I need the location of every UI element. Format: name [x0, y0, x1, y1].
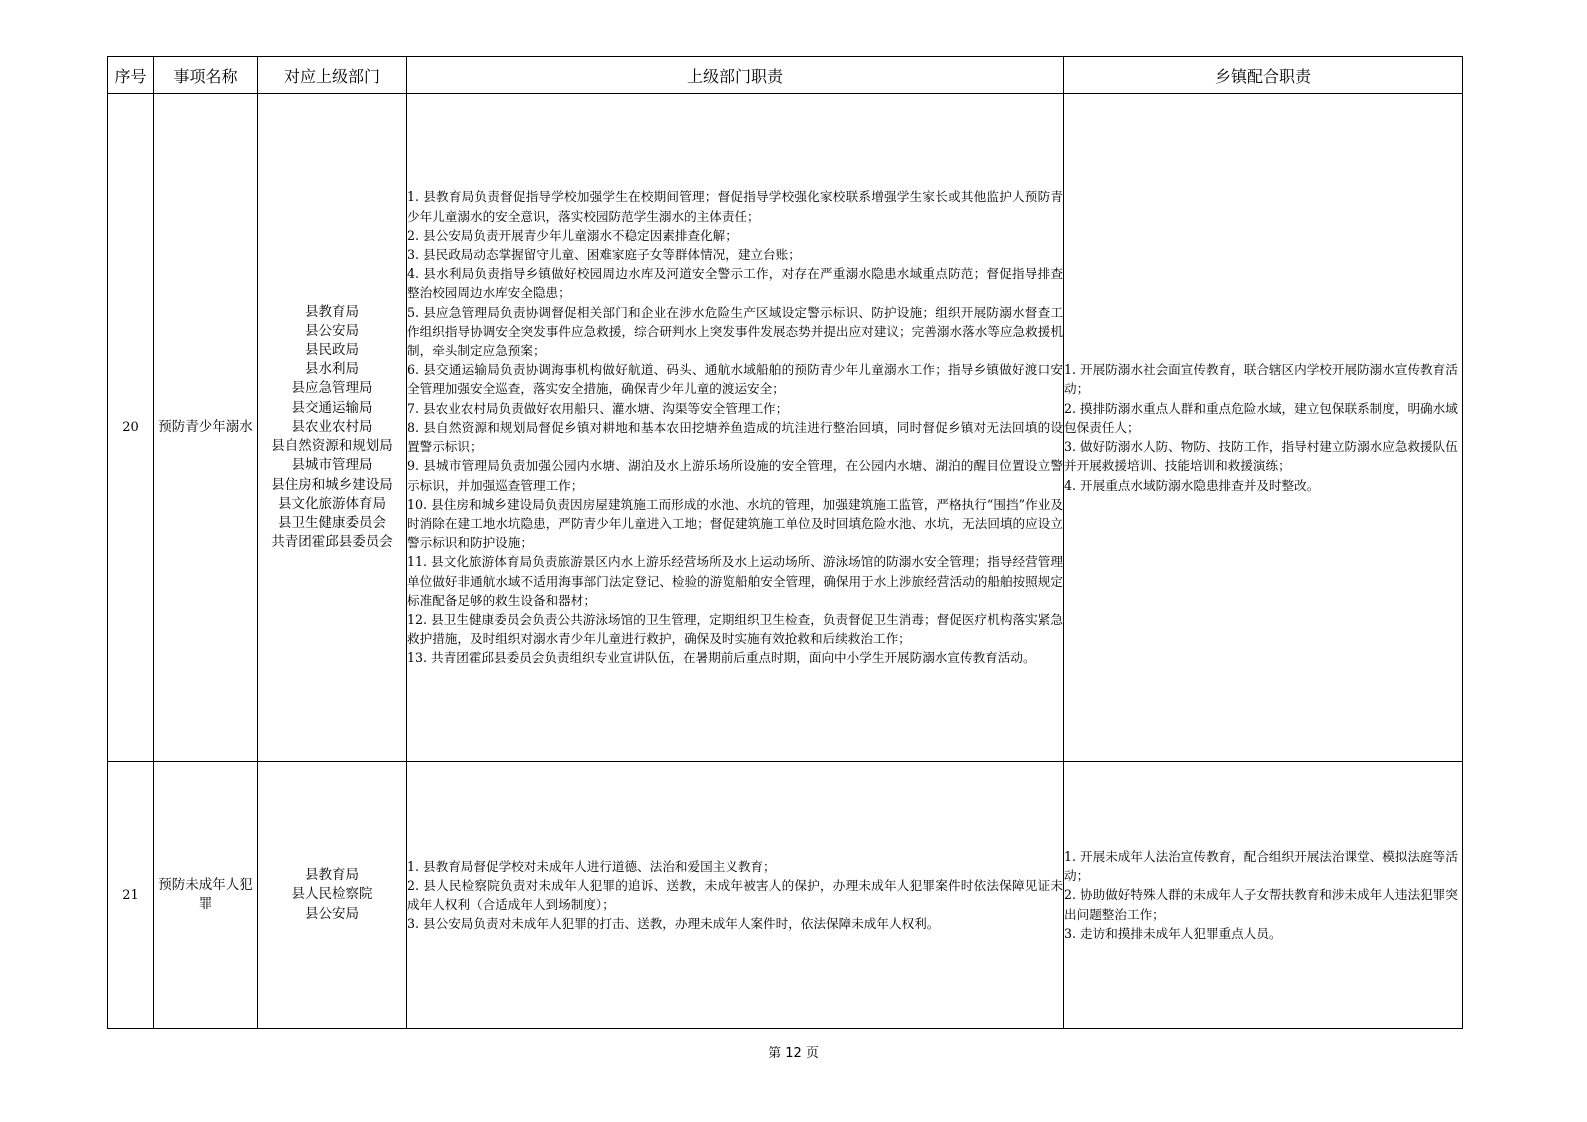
department-name: 共青团霍邱县委员会: [271, 534, 393, 551]
duty-item: 1. 县教育局督促学校对未成年人进行道德、法治和爱国主义教育；: [407, 858, 776, 874]
row-item-name: 预防青少年溺水: [154, 94, 258, 762]
duty-item: 9. 县城市管理局负责加强公园内水塘、湖泊及水上游乐场所设施的安全管理，在公园内水塘、湖泊的醒目位置设立警示标识，并加强巡查管理工作；: [407, 458, 1063, 493]
table-header-row: [108, 57, 1463, 94]
department-name: 县农业农村局: [291, 418, 373, 435]
duty-item: 4. 县水利局负责指导乡镇做好校园周边水库及河道安全警示工作，对存在严重溺水隐患水域重点防范；督促指导排查整治校园周边水库安全隐患；: [407, 266, 1063, 301]
row-township-duties: [1064, 762, 1463, 1029]
department-name: 县城市管理局: [291, 457, 373, 474]
responsibility-table: [107, 56, 1463, 1029]
department-name: 县人民检察院: [291, 886, 373, 903]
department-name: 县自然资源和规划局: [271, 438, 393, 455]
department-name: 县交通运输局: [291, 399, 373, 416]
department-name: 县卫生健康委员会: [278, 514, 386, 531]
department-name: 县公安局: [305, 322, 359, 339]
header-superior-duties: 上级部门职责: [407, 57, 1064, 94]
duty-item: 3. 县公安局负责对未成年人犯罪的打击、送教，办理未成年人案件时，依法保障未成年人权利。: [407, 916, 940, 932]
duty-item: 5. 县应急管理局负责协调督促相关部门和企业在涉水危险生产区域设定警示标识、防护设施；组织开展防溺水督查工作组织指导协调安全突发事件应急救援，综合研判水上突发事件发展态势并提出应对建议；完善溺水落水等应急救援机制，牵头制定应急预案；: [407, 304, 1063, 359]
row-number: 20: [108, 94, 154, 762]
duty-item: 2. 县人民检察院负责对未成年人犯罪的追诉、送教，未成年被害人的保护，办理未成年人犯罪案件时依法保障见证未成年人权利（合适成年人到场制度）；: [407, 877, 1063, 912]
department-name: 县文化旅游体育局: [278, 495, 386, 512]
duty-item: 13. 共青团霍邱县委员会负责组织专业宣讲队伍，在暑期前后重点时期，面向中小学生开展防溺水宣传教育活动。: [407, 650, 1036, 666]
duty-item: 2. 县公安局负责开展青少年儿童溺水不稳定因素排查化解；: [407, 227, 738, 243]
row-superior-duties: [407, 762, 1064, 1029]
duty-item: 8. 县自然资源和规划局督促乡镇对耕地和基本农田挖塘养鱼造成的坑洼进行整治回填，同时督促乡镇对无法回填的设置警示标识；: [407, 419, 1063, 455]
header-serial-number: 序号: [108, 57, 154, 94]
row-township-duties: [1064, 94, 1463, 762]
header-township-duties: 乡镇配合职责: [1064, 57, 1463, 94]
row-superior-duties: [407, 94, 1064, 762]
department-name: 县教育局: [305, 867, 359, 884]
table-row: [108, 762, 1463, 1029]
department-name: 县住房和城乡建设局: [271, 476, 393, 493]
duty-item: 6. 县交通运输局负责协调海事机构做好航道、码头、通航水域船舶的预防青少年儿童溺水工作；指导乡镇做好渡口安全管理加强安全巡查，落实安全措施，确保青少年儿童的渡运安全；: [407, 362, 1063, 397]
row-departments: [258, 762, 407, 1029]
header-superior-department: 对应上级部门: [258, 57, 407, 94]
row-departments: [258, 94, 407, 762]
town-duty-item: 2. 协助做好特殊人群的未成年人子女帮扶教育和涉未成年人违法犯罪突出问题整治工作；: [1064, 887, 1458, 922]
department-name: 县公安局: [305, 905, 359, 922]
department-name: 县教育局: [305, 303, 359, 320]
town-duty-item: 1. 开展防溺水社会面宣传教育，联合辖区内学校开展防溺水宣传教育活动；: [1064, 362, 1458, 397]
duty-item: 10. 县住房和城乡建设局负责因房屋建筑施工而形成的水池、水坑的管理，加强建筑施工监管，严格执行“围挡”作业及时消除在建工地水坑隐患，严防青少年儿童进入工地；督促建筑施工单位及时回填危险水池、水坑，无法回填的应设立警示标识和防护设施；: [407, 496, 1063, 551]
town-duty-item: 3. 做好防溺水人防、物防、技防工作，指导村建立防溺水应急救援队伍并开展救援培训、技能培训和救援演练；: [1064, 439, 1458, 474]
town-duty-item: 1. 开展未成年人法治宣传教育，配合组织开展法治课堂、模拟法庭等活动；: [1064, 848, 1458, 884]
duty-item: 1. 县教育局负责督促指导学校加强学生在校期间管理；督促指导学校强化家校联系增强学生家长或其他监护人预防青少年儿童溺水的安全意识，落实校园防范学生溺水的主体责任；: [407, 189, 1063, 224]
duty-item: 3. 县民政局动态掌握留守儿童、困难家庭子女等群体情况，建立台账；: [407, 247, 801, 263]
department-name: 县应急管理局: [291, 380, 373, 397]
row-number: 21: [108, 762, 154, 1029]
row-item-name: 预防未成年人犯罪: [154, 762, 258, 1029]
duty-item: 7. 县农业农村局负责做好农用船只、灌水塘、沟渠等安全管理工作；: [407, 400, 789, 416]
page-number: 第 12 页: [768, 1046, 819, 1061]
department-name: 县水利局: [305, 361, 359, 378]
town-duty-item: 3. 走访和摸排未成年人犯罪重点人员。: [1064, 925, 1282, 941]
header-item-name: 事项名称: [154, 57, 258, 94]
table-row: [108, 94, 1463, 762]
duty-item: 12. 县卫生健康委员会负责公共游泳场馆的卫生管理，定期组织卫生检查，负责督促卫生消毒；督促医疗机构落实紧急救护措施，及时组织对溺水青少年儿童进行救护，确保及时实施有效抢救和后续救治工作；: [407, 611, 1063, 647]
town-duty-item: 4. 开展重点水域防溺水隐患排查并及时整改。: [1064, 477, 1320, 493]
duty-item: 11. 县文化旅游体育局负责旅游景区内水上游乐经营场所及水上运动场所、游泳场馆的防溺水安全管理；指导经营管理单位做好非通航水域不适用海事部门法定登记、检验的游览船舶安全管理，确保用于水上涉旅经营活动的船舶按照规定标准配备足够的救生设备和器材；: [407, 554, 1063, 608]
town-duty-item: 2. 摸排防溺水重点人群和重点危险水域，建立包保联系制度，明确水域包保责任人；: [1064, 400, 1458, 435]
department-name: 县民政局: [305, 342, 359, 359]
